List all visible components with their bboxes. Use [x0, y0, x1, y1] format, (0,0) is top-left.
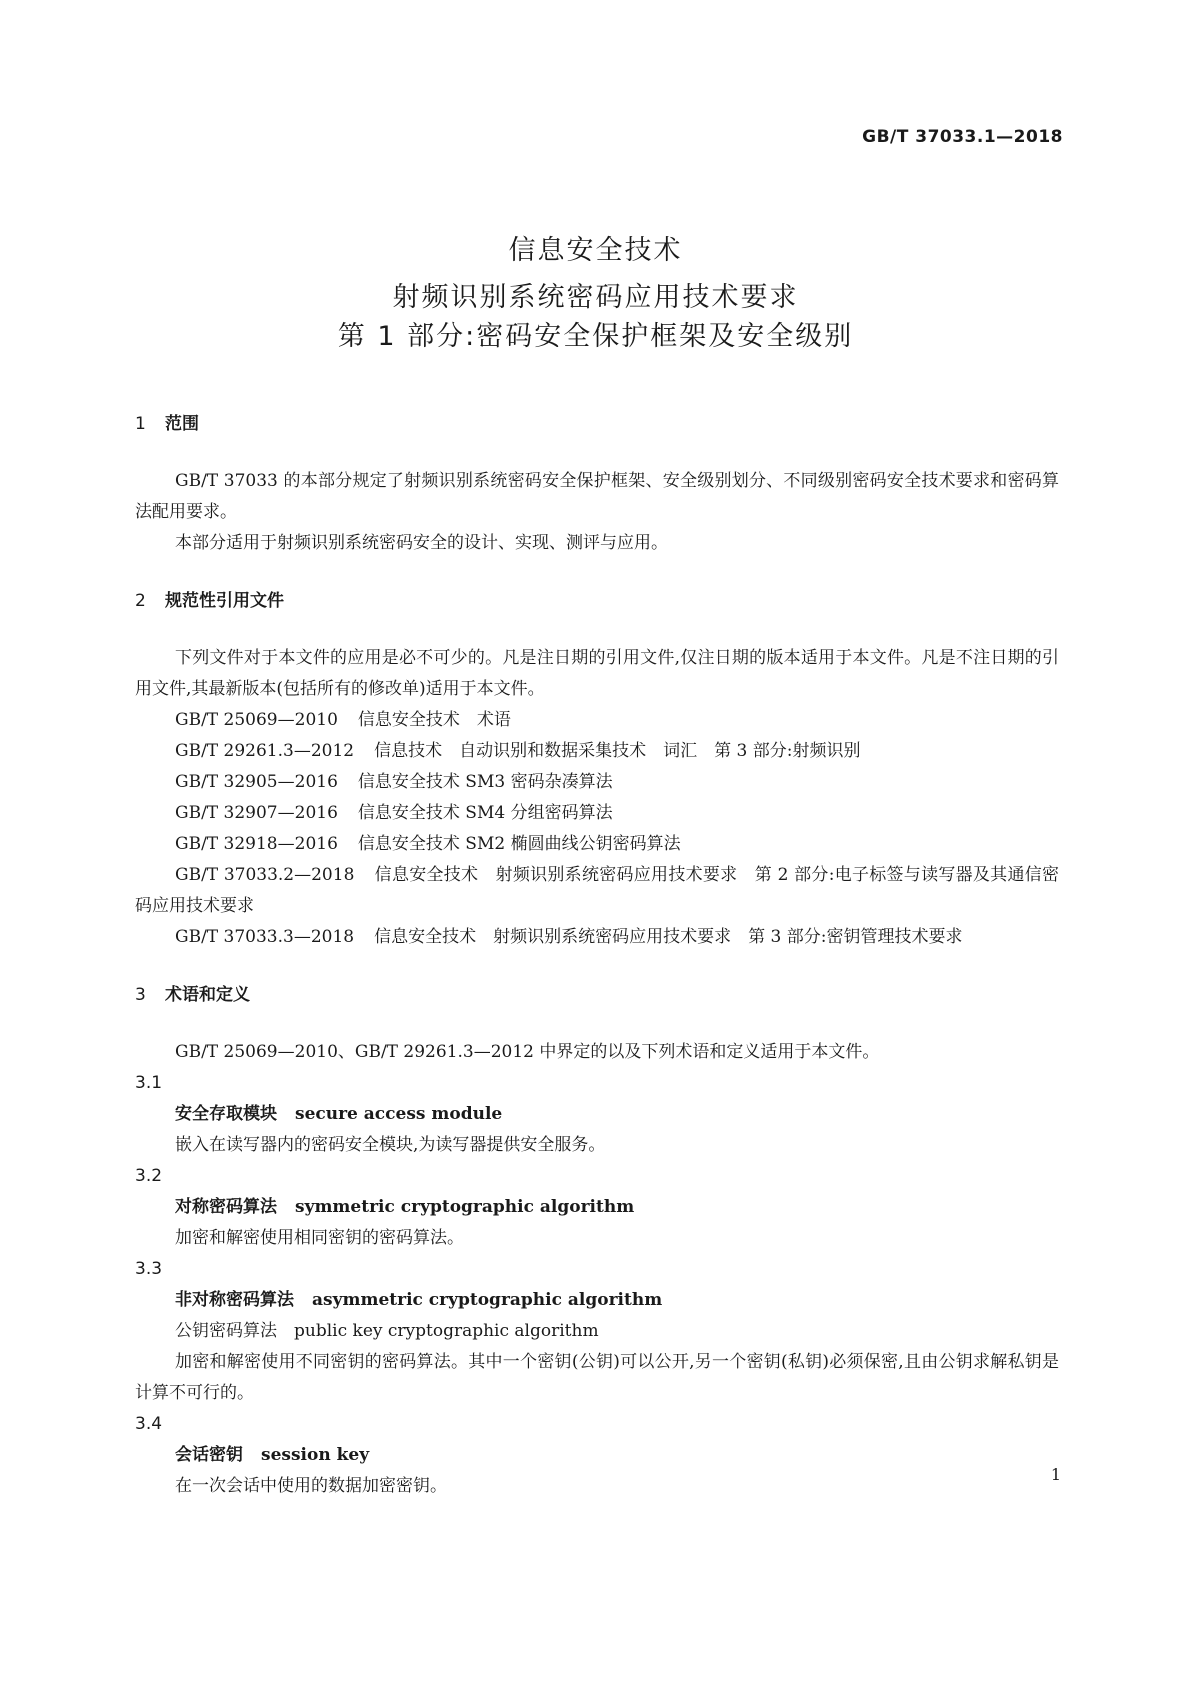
- reference-item: GB/T 25069—2010 信息安全技术 术语: [175, 710, 511, 730]
- term-number: 3.3: [135, 1259, 163, 1279]
- section-2-heading: [135, 587, 1059, 615]
- scope-paragraph-2: 本部分适用于射频识别系统密码安全的设计、实现、测评与应用。: [175, 533, 668, 553]
- section-3-heading: [135, 981, 1059, 1009]
- section-title: 规范性引用文件: [165, 591, 284, 611]
- term-definition: 嵌入在读写器内的密码安全模块,为读写器提供安全服务。: [175, 1135, 606, 1155]
- term-heading: 会话密钥 session key: [175, 1445, 370, 1465]
- section-1-heading: [135, 410, 1059, 438]
- term-heading: 非对称密码算法 asymmetric cryptographic algorithm: [175, 1290, 663, 1310]
- title-line-1: 信息安全技术: [508, 235, 683, 266]
- document-body: [135, 410, 1059, 1502]
- reference-item: GB/T 29261.3—2012 信息技术 自动识别和数据采集技术 词汇 第 3 部分:射频识别: [175, 741, 861, 761]
- section-number: 1: [135, 414, 146, 434]
- page-number: 1: [1050, 1465, 1061, 1484]
- standard-code: GB/T 37033.1—2018: [862, 127, 1063, 147]
- term-alternative: 公钥密码算法 public key cryptographic algorithm: [175, 1321, 599, 1341]
- title-line-2: 射频识别系统密码应用技术要求: [392, 282, 799, 313]
- term-definition: 加密和解密使用不同密钥的密码算法。其中一个密钥(公钥)可以公开,另一个密钥(私钥)必须保密,且由公钥求解私钥是计算不可行的。: [135, 1352, 1059, 1403]
- term-number: 3.1: [135, 1073, 163, 1093]
- section-title: 术语和定义: [165, 985, 250, 1005]
- section-title: 范围: [165, 414, 199, 434]
- term-definition: 在一次会话中使用的数据加密密钥。: [175, 1476, 447, 1496]
- section-number: 2: [135, 591, 146, 611]
- term-heading: 安全存取模块 secure access module: [175, 1104, 503, 1124]
- reference-item: GB/T 32907—2016 信息安全技术 SM4 分组密码算法: [175, 803, 613, 823]
- term-definition: 加密和解密使用相同密钥的密码算法。: [175, 1228, 464, 1248]
- term-number: 3.2: [135, 1166, 163, 1186]
- reference-item: GB/T 37033.3—2018 信息安全技术 射频识别系统密码应用技术要求 第 3 部分:密钥管理技术要求: [175, 927, 963, 947]
- reference-item: GB/T 32918—2016 信息安全技术 SM2 椭圆曲线公钥密码算法: [175, 834, 681, 854]
- reference-item: GB/T 32905—2016 信息安全技术 SM3 密码杂凑算法: [175, 772, 613, 792]
- term-heading: 对称密码算法 symmetric cryptographic algorithm: [175, 1197, 635, 1217]
- section-number: 3: [135, 985, 146, 1005]
- terms-intro: GB/T 25069—2010、GB/T 29261.3—2012 中界定的以及下列术语和定义适用于本文件。: [175, 1042, 880, 1062]
- reference-item: GB/T 37033.2—2018 信息安全技术 射频识别系统密码应用技术要求 第 2 部分:电子标签与读写器及其通信密码应用技术要求: [135, 865, 1059, 916]
- term-number: 3.4: [135, 1414, 163, 1434]
- scope-paragraph-1: GB/T 37033 的本部分规定了射频识别系统密码安全保护框架、安全级别划分、不同级别密码安全技术要求和密码算法配用要求。: [135, 471, 1059, 522]
- references-intro: 下列文件对于本文件的应用是必不可少的。凡是注日期的引用文件,仅注日期的版本适用于本文件。凡是不注日期的引用文件,其最新版本(包括所有的修改单)适用于本文件。: [135, 648, 1059, 699]
- title-line-3: 第 1 部分:密码安全保护框架及安全级别: [337, 321, 854, 352]
